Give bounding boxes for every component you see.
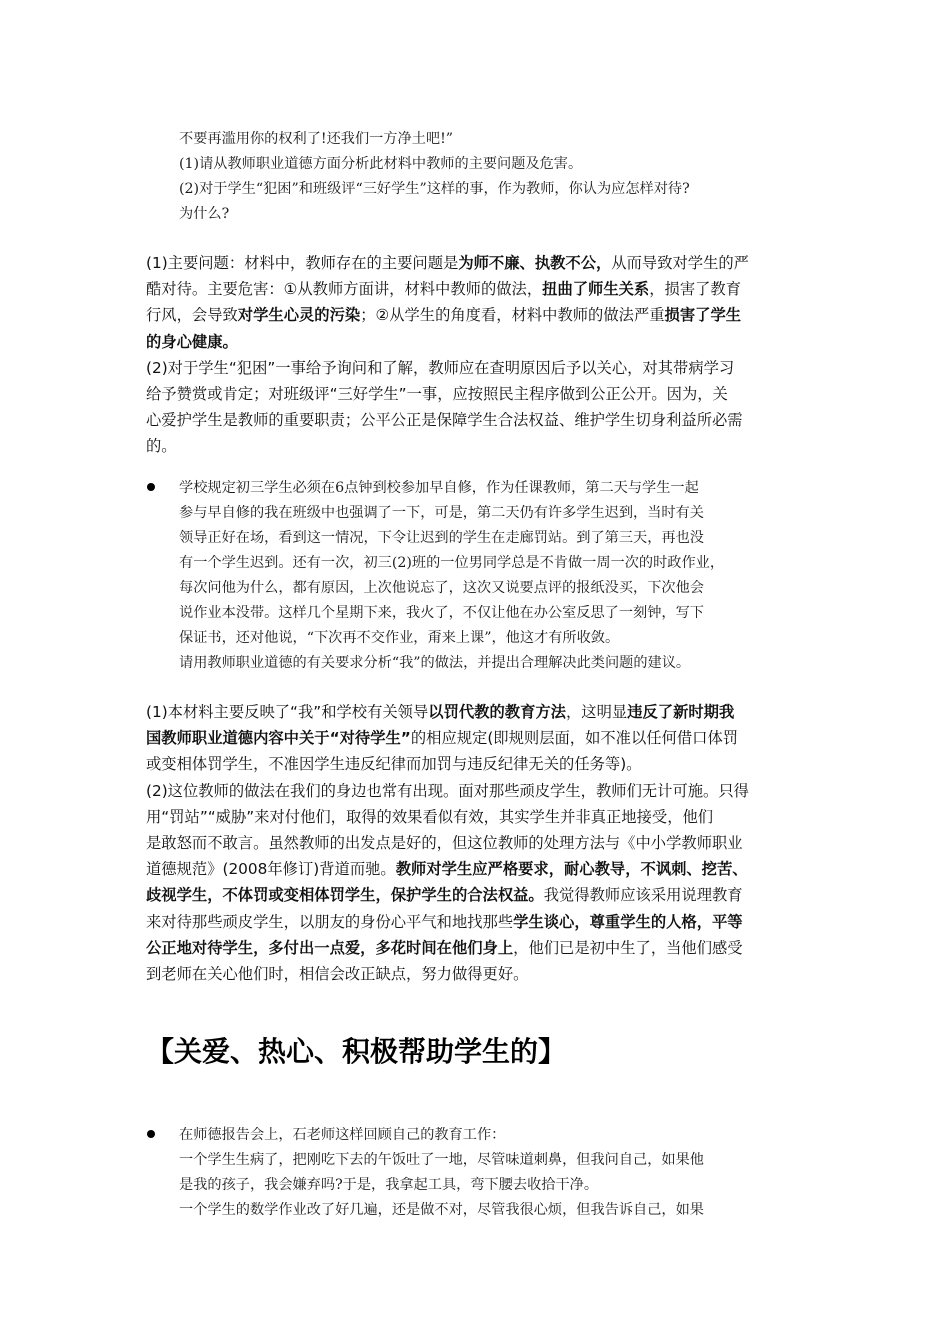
answer-text: 是敢怒而不敢言。虽然教师的出发点是好的，但这位教师的处理方法与《中小学教师职业 xyxy=(146,834,743,852)
emphasis-text: 歧视学生，不体罚或变相体罚学生，保护学生的合法权益。 xyxy=(146,886,544,905)
question-line: 在师德报告会上，石老师这样回顾自己的教育工作： xyxy=(179,1127,506,1143)
answer-line xyxy=(146,726,738,748)
question-line: 每次问他为什么，都有原因，上次他说忘了，这次又说要点评的报纸没买，下次他会 xyxy=(179,580,704,596)
answer-line xyxy=(146,752,641,774)
question-line: 领导正好在场，看到这一情况，下令让迟到的学生在走廊罚站。到了第三天，再也没 xyxy=(179,530,704,546)
answer-text: 到老师在关心他们时，相信会改正缺点，努力做得更好。 xyxy=(146,965,529,983)
answer-line xyxy=(146,910,743,932)
answer-text: 用“罚站”“威胁”来对付他们，取得的效果看似有效，其实学生并非真正地接受，他们 xyxy=(146,807,714,826)
answer-text: 或变相体罚学生，不准因学生违反纪律而加罚与违反纪律无关的任务等)。 xyxy=(146,755,642,774)
answer-line xyxy=(146,356,734,378)
emphasis-text: 教师对学生应严格要求，耐心教导，不讽刺、挖苦、 xyxy=(395,860,748,879)
answer-line xyxy=(146,962,528,984)
answer-text: (1)本材料主要反映了“我”和学校有关领导 xyxy=(146,703,429,721)
answer-text: ，他们已是初中生了，当他们感受 xyxy=(513,938,743,957)
question-line: 有一个学生迟到。还有一次，初三(2)班的一位男同学总是不肯做一周一次的时政作业， xyxy=(179,555,725,571)
emphasis-text: 国教师职业道德内容中关于“对待学生” xyxy=(146,729,411,748)
section-heading: 【关爱、热心、积极帮助学生的】 xyxy=(146,1035,567,1068)
answer-text: 从而导致对学生的严 xyxy=(611,254,749,272)
question-line: 一个学生生病了，把刚吃下去的午饭吐了一地，尽管味道刺鼻，但我问自己，如果他 xyxy=(179,1152,704,1168)
emphasis-text: 学生谈心，尊重学生的人格，平等 xyxy=(513,912,743,931)
answer-text: 来对待那些顽皮学生，以朋友的身份心平气和地找那些 xyxy=(146,912,514,931)
answer-line xyxy=(146,303,741,325)
answer-line xyxy=(146,408,743,430)
question-line: 不要再滥用你的权利了!还我们一方净土吧!” xyxy=(179,131,454,147)
question-line: 学校规定初三学生必须在6点钟到校参加早自修，作为任课教师，第二天与学生一起 xyxy=(179,480,699,496)
answer-text: ；②从学生的角度看，材料中教师的做法严重 xyxy=(360,306,665,325)
emphasis-text: 对学生心灵的污染 xyxy=(237,306,361,325)
answer-text: ，损害了教育 xyxy=(649,280,742,299)
answer-line xyxy=(146,779,749,801)
question-line: 参与早自修的我在班级中也强调了一下，可是，第二天仍有许多学生迟到，当时有关 xyxy=(179,505,704,521)
question-line: 请用教师职业道德的有关要求分析“我”的做法，并提出合理解决此类问题的建议。 xyxy=(179,655,691,671)
answer-text: 的相应规定(即规则层面，如不准以任何借口体罚 xyxy=(410,729,739,748)
answer-text: 行风，会导致 xyxy=(146,306,238,325)
bullet-icon xyxy=(147,483,155,491)
question-line: 是我的孩子，我会嫌弃吗?于是，我拿起工具，弯下腰去收拾干净。 xyxy=(179,1177,599,1193)
answer-text: (2)这位教师的做法在我们的身边也常有出现。面对那些顽皮学生，教师们无计可施。只得 xyxy=(146,781,749,800)
question-line: (2)对于学生“犯困”和班级评“三好学生”这样的事，作为教师，你认为应怎样对待? xyxy=(179,181,690,197)
answer-text: (2)对于学生“犯困”一事给予询问和了解，教师应在查明原因后予以关心，对其带病学习 xyxy=(146,358,735,377)
answer-line xyxy=(146,251,749,273)
emphasis-text: 违反了新时期我 xyxy=(627,703,735,721)
answer-text: 给予赞赏或肯定；对班级评“三好学生”一事，应按照民主程序做到公正公开。因为，关 xyxy=(146,385,728,403)
bullet-icon xyxy=(147,1130,155,1138)
answer-line xyxy=(146,857,748,879)
answer-text: 道德规范》(2008年修订)背道而驰。 xyxy=(146,860,396,879)
emphasis-text: 损害了学生 xyxy=(664,306,742,325)
answer-line xyxy=(146,382,728,404)
answer-line xyxy=(146,805,713,827)
answer-line xyxy=(146,700,734,722)
answer-line xyxy=(146,434,177,456)
emphasis-text: 以罚代教的教育方法 xyxy=(428,703,566,721)
answer-text: 的。 xyxy=(146,437,177,456)
emphasis-text: 公正地对待学生，多付出一点爱，多花时间在他们身上 xyxy=(146,938,514,957)
answer-text: 心爱护学生是教师的重要职责；公平公正是保障学生合法权益、维护学生切身利益所必需 xyxy=(146,411,743,430)
question-line: 说作业本没带。这样几个星期下来，我火了，不仅让他在办公室反思了一刻钟，写下 xyxy=(179,605,704,621)
answer-text: 酷对待。主要危害：①从教师方面讲，材料中教师的做法， xyxy=(146,280,543,299)
answer-line xyxy=(146,831,743,853)
answer-line xyxy=(146,330,238,352)
emphasis-text: 扭曲了师生关系 xyxy=(542,280,650,299)
answer-text: 我觉得教师应该采用说理教育 xyxy=(543,886,743,905)
answer-line xyxy=(146,883,743,905)
question-line: 一个学生的数学作业改了好几遍，还是做不对，尽管我很心烦，但我告诉自己，如果 xyxy=(179,1202,704,1218)
question-line: 保证书，还对他说，“下次再不交作业，甭来上课”，他这才有所收敛。 xyxy=(179,630,620,646)
answer-text: ，这明显 xyxy=(565,703,628,721)
emphasis-text: 为师不廉、执教不公， xyxy=(458,254,612,272)
answer-line xyxy=(146,277,741,299)
answer-text: (1)主要问题：材料中，教师存在的主要问题是 xyxy=(146,254,459,272)
answer-line xyxy=(146,936,743,958)
question-line: 为什么? xyxy=(179,206,230,222)
question-line: (1)请从教师职业道德方面分析此材料中教师的主要问题及危害。 xyxy=(179,156,583,172)
emphasis-text: 的身心健康。 xyxy=(146,332,238,351)
